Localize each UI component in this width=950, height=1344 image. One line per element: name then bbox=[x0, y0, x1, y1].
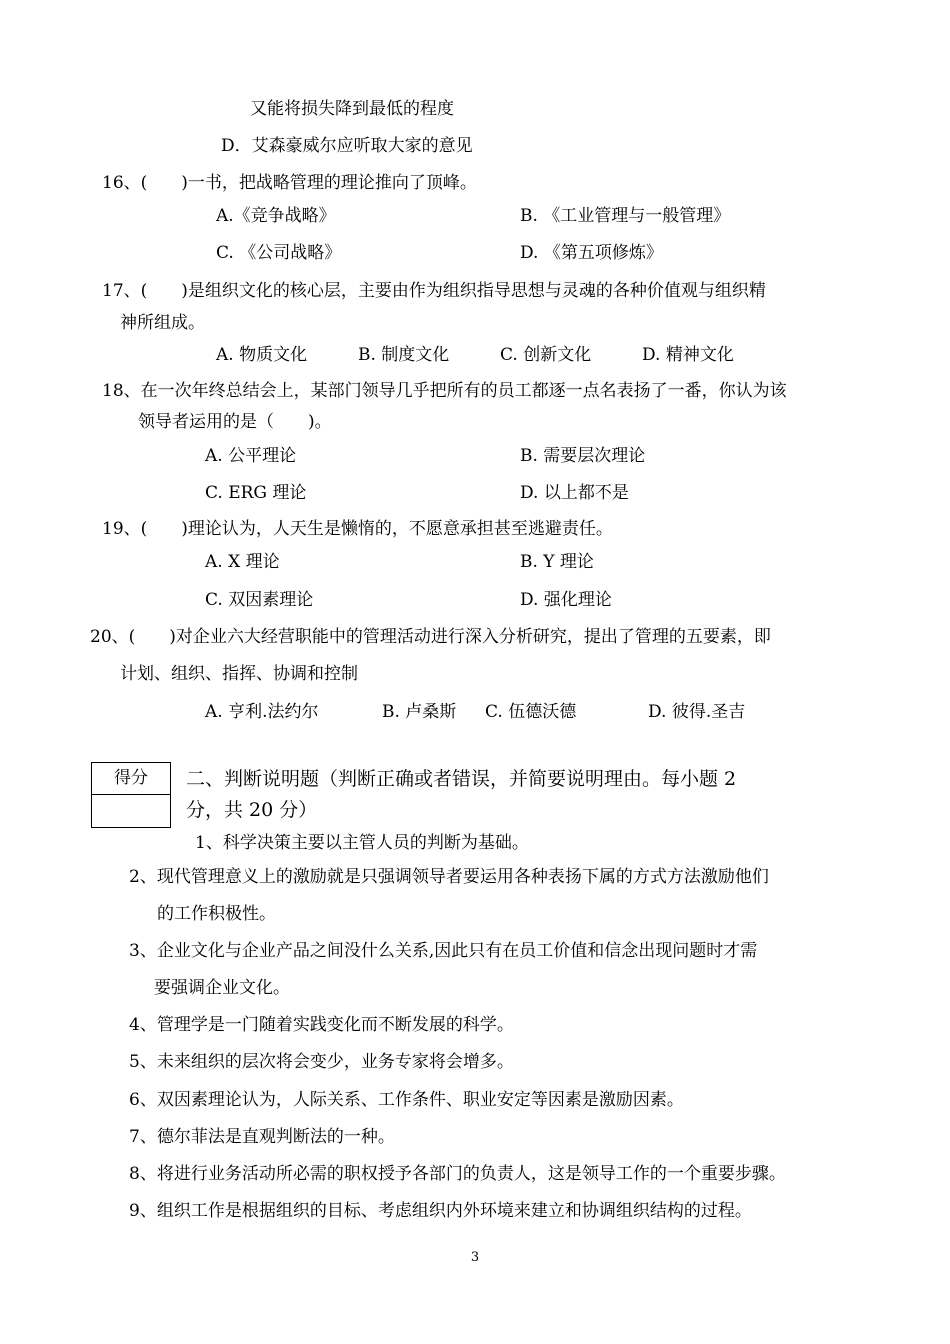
q19-stem: 19、( )理论认为，人天生是懒惰的，不愿意承担甚至逃避责任。 bbox=[102, 519, 613, 539]
section2-title-line1: 二、判断说明题（判断正确或者错误，并简要说明理由。每小题 2 bbox=[186, 768, 737, 790]
q16-stem: 16、( )一书，把战略管理的理论推向了顶峰。 bbox=[102, 173, 477, 193]
q16-option-d: D. 《第五项修炼》 bbox=[520, 243, 663, 263]
section2-item-1: 1、科学决策主要以主管人员的判断为基础。 bbox=[195, 833, 529, 853]
q19-option-a: A. X 理论 bbox=[205, 552, 280, 572]
section2-item-4: 4、管理学是一门随着实践变化而不断发展的科学。 bbox=[129, 1015, 514, 1035]
q15-option-d: D．艾森豪威尔应听取大家的意见 bbox=[221, 136, 473, 156]
q20-option-d: D. 彼得.圣吉 bbox=[648, 702, 746, 722]
q17-option-a: A. 物质文化 bbox=[216, 345, 308, 365]
section2-item-7: 7、德尔菲法是直观判断法的一种。 bbox=[129, 1127, 395, 1147]
q16-option-c: C. 《公司战略》 bbox=[216, 243, 342, 263]
q18-stem-line2: 领导者运用的是（ )。 bbox=[138, 412, 332, 432]
q18-stem-line1: 18、在一次年终总结会上，某部门领导几乎把所有的员工都逐一点名表扬了一番，你认为该 bbox=[102, 381, 787, 401]
section2-item-9: 9、组织工作是根据组织的目标、考虑组织内外环境来建立和协调组织结构的过程。 bbox=[129, 1201, 752, 1221]
q17-option-c: C. 创新文化 bbox=[500, 345, 592, 365]
q17-stem-line2: 神所组成。 bbox=[120, 313, 205, 333]
section2-item-2-line1: 2、现代管理意义上的激励就是只强调领导者要运用各种表扬下属的方式方法激励他们 bbox=[129, 867, 769, 887]
section2-item-6: 6、双因素理论认为，人际关系、工作条件、职业安定等因素是激励因素。 bbox=[129, 1090, 684, 1110]
q20-stem-line1: 20、( )对企业六大经营职能中的管理活动进行深入分析研究，提出了管理的五要素，即 bbox=[90, 627, 771, 647]
section2-item-8: 8、将进行业务活动所必需的职权授予各部门的负责人，这是领导工作的一个重要步骤。 bbox=[129, 1164, 786, 1184]
page-number: 3 bbox=[470, 1250, 480, 1265]
q19-option-c: C. 双因素理论 bbox=[205, 590, 314, 610]
q20-option-a: A. 亨利.法约尔 bbox=[205, 702, 319, 722]
q16-option-a: A.《竞争战略》 bbox=[216, 206, 336, 226]
q20-option-c: C. 伍德沃德 bbox=[485, 702, 577, 722]
section2-item-3-line1: 3、企业文化与企业产品之间没什么关系,因此只有在员工价值和信念出现问题时才需 bbox=[129, 941, 758, 961]
q18-option-c: C. ERG 理论 bbox=[205, 483, 307, 503]
q20-stem-line2: 计划、组织、指挥、协调和控制 bbox=[120, 664, 358, 684]
q17-stem-line1: 17、( )是组织文化的核心层，主要由作为组织指导思想与灵魂的各种价值观与组织精 bbox=[102, 281, 766, 301]
section2-item-2-line2: 的工作积极性。 bbox=[157, 904, 276, 924]
section2-item-3-line2: 要强调企业文化。 bbox=[154, 978, 290, 998]
q15-continuation-line: 又能将损失降到最低的程度 bbox=[250, 99, 454, 119]
score-box bbox=[91, 762, 171, 828]
q18-option-d: D. 以上都不是 bbox=[520, 483, 629, 503]
q17-option-b: B. 制度文化 bbox=[358, 345, 450, 365]
q19-option-d: D. 强化理论 bbox=[520, 590, 612, 610]
score-box-label: 得分 bbox=[92, 763, 170, 795]
q18-option-b: B. 需要层次理论 bbox=[520, 446, 646, 466]
section2-item-5: 5、未来组织的层次将会变少，业务专家将会增多。 bbox=[129, 1052, 514, 1072]
q16-option-b: B. 《工业管理与一般管理》 bbox=[520, 206, 731, 226]
section2-title-line2: 分，共 20 分） bbox=[186, 799, 318, 821]
q20-option-b: B. 卢桑斯 bbox=[382, 702, 457, 722]
q19-option-b: B. Y 理论 bbox=[520, 552, 594, 572]
q18-option-a: A. 公平理论 bbox=[205, 446, 297, 466]
q17-option-d: D. 精神文化 bbox=[642, 345, 734, 365]
